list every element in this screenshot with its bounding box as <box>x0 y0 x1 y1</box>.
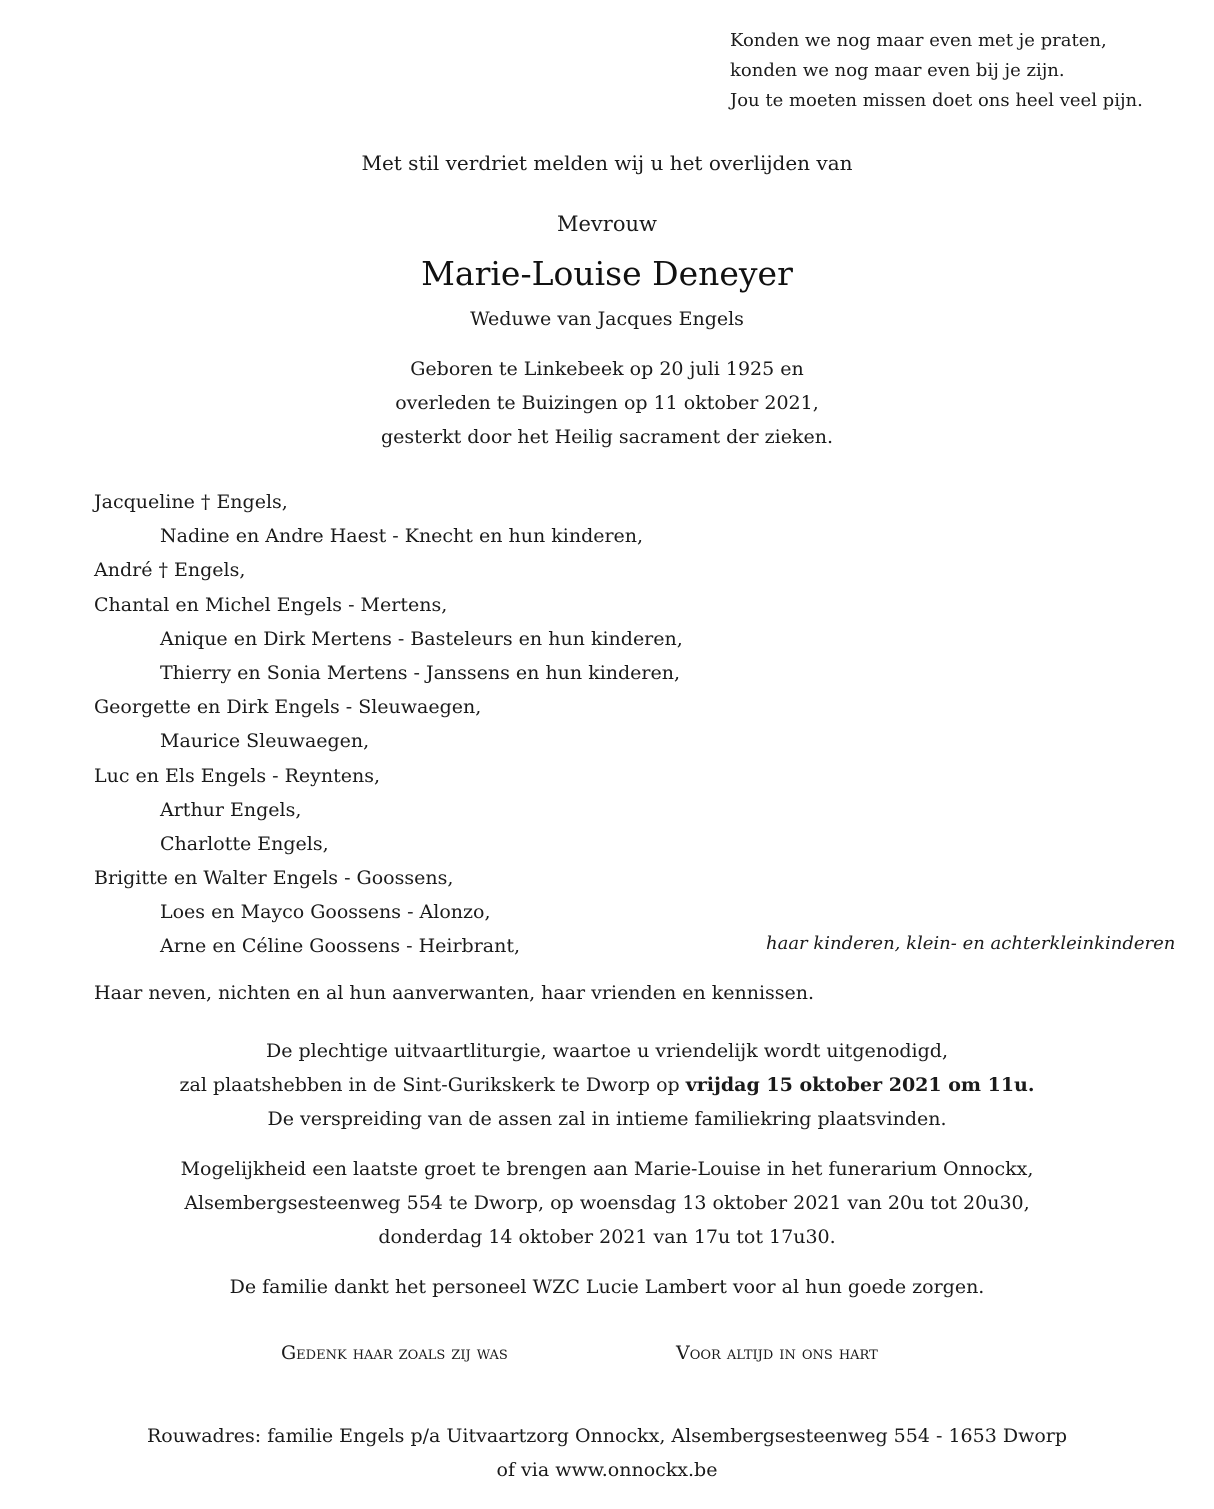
funeral-info <box>0 1034 1214 1136</box>
visitation-line: Mogelijkheid een laatste groet te brengen aan Marie-Louise in het funerarium Onnockx, <box>180 1158 1034 1180</box>
family-caption: haar kinderen, klein- en achterkleinkinderen <box>766 933 1176 954</box>
funeral-date: vrijdag 15 oktober 2021 om 11u. <box>685 1074 1035 1096</box>
widow-of: Weduwe van Jacques Engels <box>470 308 744 330</box>
family-member: André † Engels, <box>94 559 246 582</box>
family-member: Luc en Els Engels - Reyntens, <box>94 764 381 787</box>
poem-line: Konden we nog maar even met je praten, <box>730 30 1107 51</box>
funeral-line: De plechtige uitvaartliturgie, waartoe u vriendelijk wordt uitgenodigd, <box>265 1040 949 1062</box>
thanks-text: De familie dankt het personeel WZC Lucie Lambert voor al hun goede zorgen. <box>229 1276 985 1298</box>
funeral-line <box>0 1068 1214 1102</box>
visitation-line: Alsembergsesteenweg 554 te Dworp, op woensdag 13 oktober 2021 van 20u tot 20u30, <box>184 1192 1030 1214</box>
family-member: Georgette en Dirk Engels - Sleuwaegen, <box>94 696 482 719</box>
life-detail-line: gesterkt door het Heilig sacrament der zieken. <box>380 426 834 448</box>
family-member: Arne en Céline Goossens - Heirbrant, <box>160 935 521 958</box>
family-member: Thierry en Sonia Mertens - Janssens en hun kinderen, <box>160 661 681 684</box>
poem-line: Jou te moeten missen doet ons heel veel pijn. <box>730 90 1143 111</box>
life-details <box>0 352 1214 454</box>
motto-left: Gedenk haar zoals zij was <box>281 1342 508 1364</box>
address-line: Rouwadres: familie Engels p/a Uitvaartzorg Onnockx, Alsembergsesteenweg 554 - 1653 Dworp <box>146 1425 1068 1447</box>
mourning-address <box>0 1419 1214 1487</box>
funeral-line: De verspreiding van de assen zal in intieme familiekring plaatsvinden. <box>267 1108 947 1130</box>
family-list <box>94 485 683 964</box>
poem-line: konden we nog maar even bij je zijn. <box>730 60 1065 81</box>
relatives-text: Haar neven, nichten en al hun aanverwanten, haar vrienden en kennissen. <box>94 982 815 1004</box>
family-member: Loes en Mayco Goossens - Alonzo, <box>160 901 491 924</box>
poem <box>730 26 1143 116</box>
family-member: Maurice Sleuwaegen, <box>160 730 370 753</box>
address-website: of via www.onnockx.be <box>496 1459 718 1481</box>
deceased-name: Marie-Louise Deneyer <box>421 254 793 293</box>
visitation-info <box>0 1152 1214 1254</box>
intro-text: Met stil verdriet melden wij u het overlijden van <box>361 151 853 175</box>
motto-right: Voor altijd in ons hart <box>676 1342 878 1364</box>
family-member: Brigitte en Walter Engels - Goossens, <box>94 867 454 890</box>
life-detail-line: overleden te Buizingen op 11 oktober 2021, <box>395 392 819 414</box>
family-member: Chantal en Michel Engels - Mertens, <box>94 593 448 616</box>
life-detail-line: Geboren te Linkebeek op 20 juli 1925 en <box>410 358 804 380</box>
family-member: Arthur Engels, <box>160 798 302 821</box>
visitation-line: donderdag 14 oktober 2021 van 17u tot 17u30. <box>378 1226 836 1248</box>
salutation: Mevrouw <box>557 212 657 236</box>
family-member: Charlotte Engels, <box>160 832 329 855</box>
family-member: Nadine en Andre Haest - Knecht en hun kinderen, <box>160 525 644 548</box>
family-member: Anique en Dirk Mertens - Basteleurs en hun kinderen, <box>160 627 683 650</box>
family-member: Jacqueline † Engels, <box>94 491 288 513</box>
funeral-location: zal plaatshebben in de Sint-Gurikskerk te Dworp op <box>179 1074 686 1096</box>
